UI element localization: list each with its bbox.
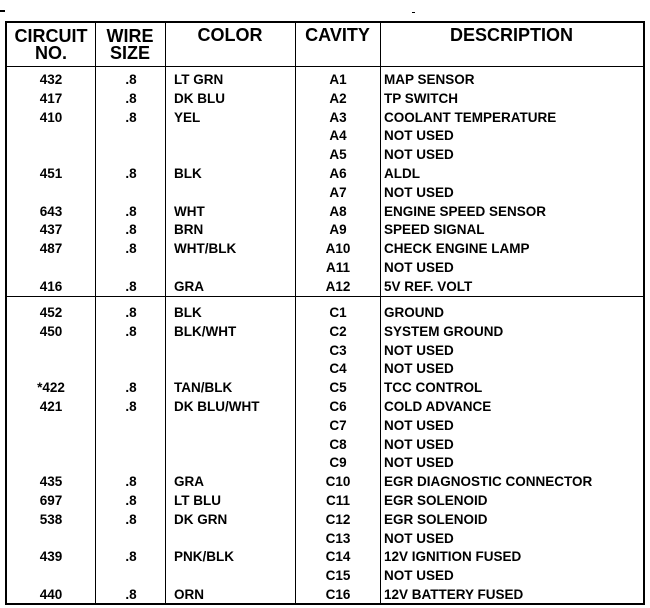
cell-wire: .8: [125, 241, 137, 257]
cell-color: [174, 529, 294, 548]
cell-circuit: 452: [39, 305, 63, 320]
cell-wire: .8: [125, 222, 137, 238]
connector-pinout-table: [5, 21, 645, 605]
table-row: [7, 303, 643, 322]
cell-circuit: 697: [39, 493, 63, 508]
cell-wire: .8: [125, 549, 137, 565]
cell-description: CHECK ENGINE LAMP: [384, 241, 530, 257]
cell-color: GRA: [174, 474, 204, 490]
cell-circuit: [7, 529, 95, 548]
cell-circuit: 432: [39, 72, 63, 87]
table-row: [7, 416, 643, 435]
cell-circuit: 487: [39, 241, 63, 257]
cell-circuit: [7, 341, 95, 360]
cell-cavity: C6: [329, 399, 347, 414]
cell-circuit: [7, 416, 95, 435]
cell-description: NOT USED: [384, 342, 454, 358]
header-wire-line1: WIRE: [106, 25, 154, 46]
cell-circuit: 435: [39, 474, 63, 490]
cell-cavity: A11: [325, 260, 351, 275]
cell-color: [174, 126, 294, 145]
cell-cavity: C10: [325, 474, 351, 490]
cell-circuit: *422: [37, 380, 65, 396]
cell-cavity: A5: [329, 147, 347, 163]
cell-color: [174, 183, 294, 202]
cell-wire: [97, 258, 165, 277]
table-row: [7, 453, 643, 472]
cell-circuit: [7, 359, 95, 378]
cell-cavity: A9: [329, 222, 347, 238]
cell-color: [174, 341, 294, 360]
cell-color: WHT/BLK: [174, 241, 237, 257]
cell-circuit: [7, 435, 95, 454]
cell-cavity: A3: [329, 109, 347, 125]
table-row: [7, 378, 643, 397]
cell-wire: [97, 566, 165, 585]
cell-cavity: C1: [329, 305, 347, 320]
cell-cavity: A12: [325, 278, 351, 294]
cell-description: 12V IGNITION FUSED: [384, 549, 522, 565]
cell-circuit: 410: [39, 109, 63, 125]
cell-description: NOT USED: [384, 147, 454, 163]
cell-cavity: C7: [329, 417, 347, 433]
cell-color: BLK/WHT: [174, 323, 237, 339]
cell-circuit: [7, 453, 95, 472]
table-row: [7, 70, 643, 89]
cell-description: ALDL: [384, 166, 420, 181]
cell-wire: .8: [125, 90, 137, 106]
cell-wire: .8: [125, 399, 137, 414]
cell-description: EGR SOLENOID: [384, 511, 488, 527]
table-row: [7, 164, 643, 183]
cell-circuit: 451: [39, 166, 63, 181]
cell-cavity: C16: [325, 587, 351, 602]
cell-color: ORN: [174, 587, 204, 602]
cell-color: GRA: [174, 278, 204, 294]
cell-wire: .8: [125, 72, 137, 87]
cell-color: [174, 145, 294, 164]
cell-description: GROUND: [384, 305, 444, 320]
cell-wire: .8: [125, 278, 137, 294]
table-row: [7, 397, 643, 416]
cell-color: [174, 566, 294, 585]
header-cavity-label: CAVITY: [305, 25, 370, 45]
section-divider: [7, 296, 643, 297]
cell-cavity: C13: [325, 530, 351, 546]
cell-wire: [97, 453, 165, 472]
cell-wire: .8: [125, 474, 137, 490]
cell-circuit: 439: [39, 549, 63, 565]
cell-description: NOT USED: [384, 417, 454, 433]
table-row: [7, 491, 643, 510]
cell-cavity: A2: [329, 90, 347, 106]
table-row: [7, 510, 643, 529]
header-cavity: [295, 23, 380, 66]
cell-description: NOT USED: [384, 128, 454, 144]
cell-description: SYSTEM GROUND: [384, 323, 504, 339]
header-divider: [7, 66, 643, 67]
cell-cavity: A4: [329, 128, 347, 144]
cell-circuit: 643: [39, 203, 63, 219]
scan-mark: [412, 12, 415, 13]
cell-cavity: C15: [325, 568, 351, 584]
cell-color: [174, 453, 294, 472]
cell-color: DK BLU: [174, 90, 225, 106]
cell-wire: .8: [125, 587, 137, 602]
cell-cavity: C3: [329, 342, 347, 358]
cell-wire: [97, 183, 165, 202]
cell-cavity: C12: [325, 511, 351, 527]
cell-circuit: 440: [39, 587, 63, 602]
cell-description: MAP SENSOR: [384, 72, 475, 87]
table-row: [7, 566, 643, 585]
cell-wire: .8: [125, 166, 137, 181]
cell-description: EGR SOLENOID: [384, 493, 488, 508]
table-row: [7, 585, 643, 604]
cell-color: WHT: [174, 203, 205, 219]
cell-cavity: C11: [325, 493, 351, 508]
cell-description: ENGINE SPEED SENSOR: [384, 203, 547, 219]
header-description-label: DESCRIPTION: [449, 25, 573, 45]
table-row: [7, 277, 643, 296]
cell-description: SPEED SIGNAL: [384, 222, 485, 238]
cell-wire: [97, 359, 165, 378]
cell-description: NOT USED: [384, 361, 454, 377]
cell-description: NOT USED: [384, 568, 454, 584]
cell-color: [174, 359, 294, 378]
header-color-label: COLOR: [197, 25, 263, 45]
cell-description: EGR DIAGNOSTIC CONNECTOR: [384, 474, 593, 490]
table-row: [7, 220, 643, 239]
cell-circuit: 416: [39, 278, 63, 294]
cell-description: 5V REF. VOLT: [384, 278, 473, 294]
cell-wire: .8: [125, 109, 137, 125]
cell-circuit: 417: [39, 90, 63, 106]
cell-circuit: [7, 126, 95, 145]
cell-wire: [97, 341, 165, 360]
cell-cavity: C9: [329, 455, 347, 471]
cell-circuit: [7, 145, 95, 164]
cell-circuit: 450: [39, 323, 63, 339]
cell-description: COLD ADVANCE: [384, 399, 492, 414]
cell-wire: [97, 145, 165, 164]
cell-cavity: A1: [329, 72, 347, 87]
cell-color: BRN: [174, 222, 204, 238]
cell-color: DK GRN: [174, 511, 228, 527]
table-row: [7, 239, 643, 258]
cell-circuit: [7, 566, 95, 585]
table-row: [7, 435, 643, 454]
cell-circuit: 538: [39, 511, 63, 527]
cell-wire: [97, 416, 165, 435]
table-row: [7, 89, 643, 108]
header-circuit-line2: NO.: [34, 42, 67, 63]
cell-cavity: A6: [329, 166, 347, 181]
cell-color: [174, 416, 294, 435]
cell-color: BLK: [174, 166, 202, 181]
table-row: [7, 341, 643, 360]
cell-color: LT BLU: [174, 493, 221, 508]
cell-wire: [97, 435, 165, 454]
cell-wire: .8: [125, 203, 137, 219]
cell-description: COOLANT TEMPERATURE: [384, 109, 557, 125]
cell-cavity: A8: [329, 203, 347, 219]
table-row: [7, 258, 643, 277]
cell-description: NOT USED: [384, 530, 454, 546]
cell-color: [174, 435, 294, 454]
cell-description: NOT USED: [384, 455, 454, 471]
header-color: [165, 23, 295, 66]
cell-color: [174, 258, 294, 277]
scan-mark: [0, 10, 5, 12]
table-row: [7, 145, 643, 164]
cell-color: TAN/BLK: [174, 380, 233, 396]
table-row: [7, 322, 643, 341]
cell-wire: [97, 126, 165, 145]
cell-color: BLK: [174, 305, 202, 320]
cell-description: TCC CONTROL: [384, 380, 483, 396]
cell-color: LT GRN: [174, 72, 224, 87]
cell-description: NOT USED: [384, 260, 454, 275]
cell-description: TP SWITCH: [384, 90, 458, 106]
cell-wire: .8: [125, 511, 137, 527]
cell-wire: .8: [125, 323, 137, 339]
cell-wire: .8: [125, 305, 137, 320]
header-circuit-no: [7, 23, 95, 66]
cell-cavity: C2: [329, 323, 347, 339]
cell-description: NOT USED: [384, 436, 454, 452]
table-row: [7, 202, 643, 221]
table-row: [7, 547, 643, 566]
cell-circuit: 437: [39, 222, 63, 238]
header-wire-line2: SIZE: [109, 42, 150, 63]
header-circuit-line1: CIRCUIT: [14, 25, 88, 46]
header-description: [380, 23, 643, 66]
cell-cavity: A10: [325, 241, 351, 257]
table-row: [7, 472, 643, 491]
cell-wire: .8: [125, 493, 137, 508]
cell-cavity: C5: [329, 380, 347, 396]
cell-circuit: [7, 183, 95, 202]
cell-description: 12V BATTERY FUSED: [384, 587, 524, 602]
cell-color: PNK/BLK: [174, 549, 234, 565]
cell-circuit: [7, 258, 95, 277]
cell-color: YEL: [174, 109, 201, 125]
table-row: [7, 359, 643, 378]
table-row: [7, 126, 643, 145]
table-row: [7, 108, 643, 127]
cell-cavity: C14: [325, 549, 351, 565]
cell-description: NOT USED: [384, 184, 454, 200]
cell-cavity: C8: [329, 436, 347, 452]
cell-cavity: A7: [329, 184, 347, 200]
cell-color: DK BLU/WHT: [174, 399, 260, 414]
header-wire-size: [95, 23, 165, 66]
cell-circuit: 421: [39, 399, 63, 414]
cell-wire: [97, 529, 165, 548]
cell-wire: .8: [125, 380, 137, 396]
table-row: [7, 183, 643, 202]
table-row: [7, 529, 643, 548]
cell-cavity: C4: [329, 361, 347, 377]
